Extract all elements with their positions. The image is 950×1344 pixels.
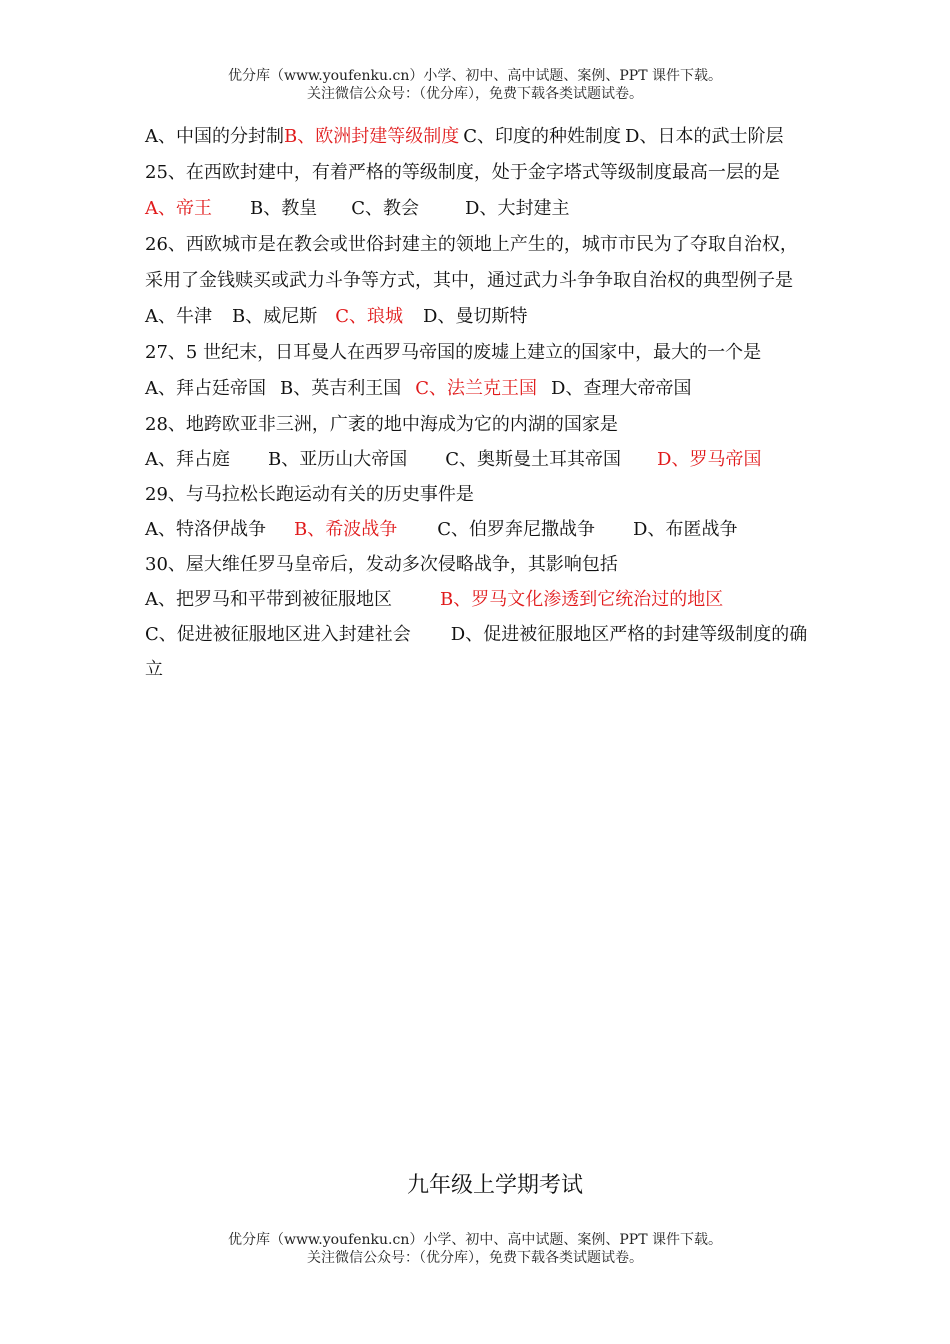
q28-stem: 28、地跨欧亚非三洲，广袤的地中海成为它的内湖的国家是 [145,414,618,435]
header-line-1: 优分库（www.youfenku.cn）小学、初中、高中试题、案例、PPT 课件下载。 [227,1232,722,1248]
header-line-1: 优分库（www.youfenku.cn）小学、初中、高中试题、案例、PPT 课件下载。 [227,68,722,84]
q24-options [145,124,850,160]
q29-option-d: D、布匿战争 [633,519,738,540]
q25-option-d: D、大封建主 [465,198,570,219]
header-line-2: 关注微信公众号：（优分库），免费下载各类试题试卷。 [307,86,643,102]
q30-option-d-continued: 立 [145,659,163,680]
q29-option-b-answer: B、希波战争 [294,519,398,540]
question-list [145,124,850,692]
q26-stem-line-1: 26、西欧城市是在教会或世俗封建主的领地上产生的，城市市民为了夺取自治权， [145,234,798,255]
q27-options [145,376,850,412]
q29-option-a: A、特洛伊战争 [145,519,266,540]
q26-stem-line-2: 采用了金钱赎买或武力斗争等方式，其中，通过武力斗争争取自治权的典型例子是 [145,270,793,291]
q28-option-a: A、拜占庭 [145,449,230,470]
q27-option-a: A、拜占廷帝国 [145,378,266,399]
q25-stem: 25、在西欧封建中，有着严格的等级制度，处于金字塔式等级制度最高一层的是 [145,162,780,183]
page-header-top [0,67,950,103]
q24-option-b-answer: B、欧洲封建等级制度 [284,126,460,147]
q24-option-a: A、中国的分封制 [145,126,284,147]
q30-options-cd [145,622,850,657]
q30-stem: 30、屋大维任罗马皇帝后，发动多次侵略战争，其影响包括 [145,554,618,575]
q27-option-d: D、查理大帝帝国 [551,378,692,399]
q24-option-d: D、日本的武士阶层 [625,126,784,147]
q29-stem: 29、与马拉松长跑运动有关的历史事件是 [145,484,474,505]
q27-option-b: B、英吉利王国 [280,378,402,399]
q26-option-a: A、牛津 [145,306,212,327]
q25-option-a-answer: A、帝王 [145,198,212,219]
q27-stem: 27、5 世纪末，日耳曼人在西罗马帝国的废墟上建立的国家中，最大的一个是 [145,342,762,363]
header-line-2: 关注微信公众号：（优分库），免费下载各类试题试卷。 [307,1250,643,1266]
q26-options [145,304,850,340]
q29-option-c: C、伯罗奔尼撒战争 [437,519,596,540]
q25-option-c: C、教会 [351,198,420,219]
q26-option-d: D、曼切斯特 [423,306,528,327]
q25-option-b: B、教皇 [250,198,318,219]
q24-option-c: C、印度的种姓制度 [463,126,622,147]
q28-options [145,447,850,482]
q28-option-c: C、奥斯曼土耳其帝国 [445,449,622,470]
q30-option-a: A、把罗马和平带到被征服地区 [145,589,392,610]
q30-option-c: C、促进被征服地区进入封建社会 [145,624,411,645]
q30-option-d: D、促进被征服地区严格的封建等级制度的确 [450,624,808,645]
q30-options-ab [145,587,850,622]
q30-option-b-answer: B、罗马文化渗透到它统治过的地区 [440,589,724,610]
exam-title: 九年级上学期考试 [406,1173,583,1198]
q26-option-b: B、威尼斯 [232,306,318,327]
page-header-bottom [0,1231,950,1267]
q25-options [145,196,850,232]
q28-option-d-answer: D、罗马帝国 [657,449,762,470]
q28-option-b: B、亚历山大帝国 [268,449,408,470]
q29-options [145,517,850,552]
q27-option-c-answer: C、法兰克王国 [415,378,538,399]
q26-option-c-answer: C、琅城 [335,306,404,327]
